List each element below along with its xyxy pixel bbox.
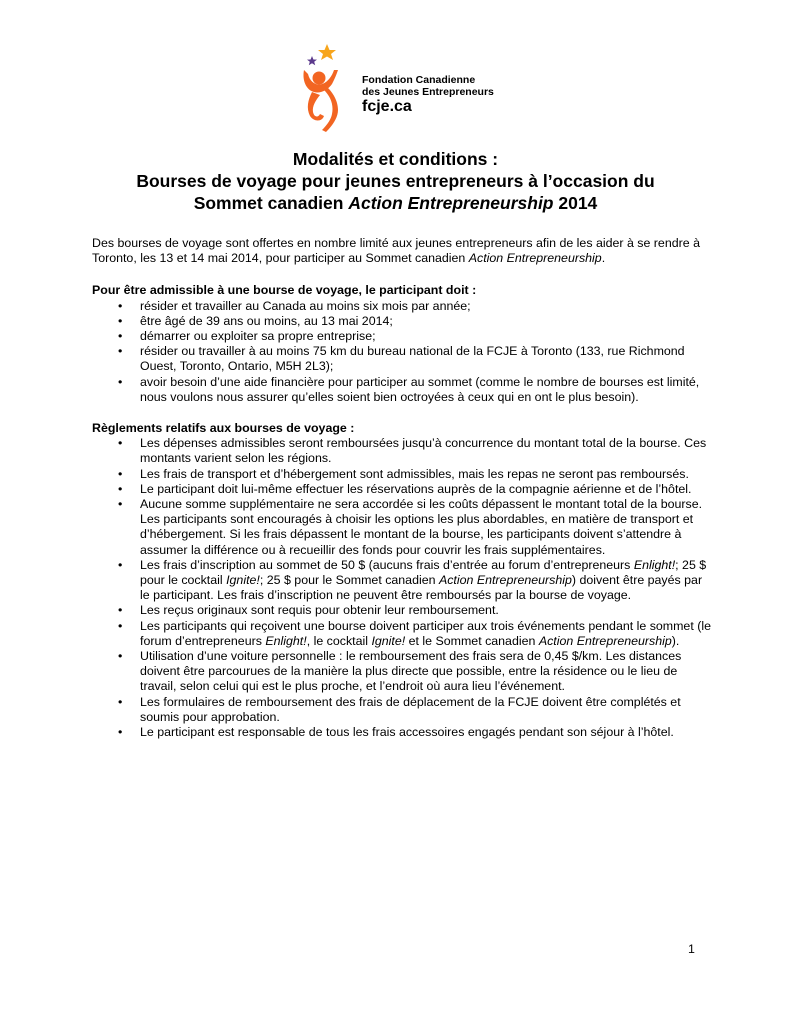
eligibility-list — [92, 299, 712, 405]
rules-item5-b: Enlight! — [633, 557, 676, 572]
logo-org-line1: Fondation Canadienne — [362, 74, 476, 86]
list-item: • Les formulaires de remboursement des frais de déplacement de la FCJE doivent être complétés et soumis pour approbation. — [92, 695, 712, 725]
rules-item7-e: et le Sommet canadien — [405, 633, 539, 648]
list-item: • Utilisation d’une voiture personnelle : le remboursement des frais sera de 0,45 $/km. Les distances doivent être parcourues de la manière la plus directe que possible, entre la résidence ou le lieu de travail, selon celui qui est le plus proche, et l’endroit où aura lieu l’événement. — [92, 649, 712, 695]
rules-item5-d: Ignite! — [226, 573, 260, 588]
rules-item7-d: Ignite! — [371, 633, 406, 648]
title-line3-post: 2014 — [553, 193, 598, 213]
rules-list — [92, 436, 712, 740]
list-item: • Les frais de transport et d’hébergement sont admissibles, mais les repas ne seront pas remboursés. — [92, 467, 712, 482]
list-item: • Le participant est responsable de tous les frais accessoires engagés pendant son séjour à l’hôtel. — [92, 725, 712, 740]
list-item: • Aucune somme supplémentaire ne sera accordée si les coûts dépassent le montant total de la bourse. Les participants sont encouragés à choisir les options les plus abordables, en matière de transport et d’hébergement. Si les frais dépassent le montant de la bourse, les participants doivent s’attendre à assumer la différence ou à recueillir des fonds pour couvrir les frais supplémentaires. — [92, 497, 712, 558]
rules-heading: Règlements relatifs aux bourses de voyage : — [92, 421, 355, 436]
title-line1: Modalités et conditions : — [292, 149, 499, 169]
rules-item5-f: Action Entrepreneurship — [438, 573, 572, 588]
list-item: • démarrer ou exploiter sa propre entreprise; — [92, 329, 712, 344]
list-item: • Le participant doit lui-même effectuer les réservations auprès de la compagnie aérienne et de l’hôtel. — [92, 482, 712, 497]
rules-item7-a: Les participants qui reçoivent une bourse doivent participer aux trois événements pendant le sommet (le forum d’entrepreneurs — [140, 618, 711, 648]
list-item: • Les dépenses admissibles seront remboursées jusqu’à concurrence du montant total de la bourse. Ces montants varient selon les régions. — [92, 436, 712, 466]
logo-domain: fcje.ca — [362, 98, 412, 115]
list-item: • avoir besoin d’une aide financière pour participer au sommet (comme le nombre de bourses est limité, nous voulons nous assurer qu’elles soient bien octroyées à ceux qui en ont le plus besoin). — [92, 375, 712, 405]
list-item: • résider ou travailler à au moins 75 km du bureau national de la FCJE à Toronto (133, rue Richmond Ouest, Toronto, Ontario, M5H 2L3); — [92, 344, 712, 374]
title-line3 — [60, 192, 731, 214]
logo-org-name — [362, 74, 494, 98]
logo-org-line2: des Jeunes Entrepreneurs — [362, 86, 494, 98]
intro-em: Action Entrepreneurship — [468, 251, 602, 266]
rules-item7-c: , le cocktail — [306, 633, 372, 648]
list-item: • Les reçus originaux sont requis pour obtenir leur remboursement. — [92, 603, 712, 618]
rules-item5-e: ; 25 $ pour le Sommet canadien — [259, 573, 439, 588]
list-item: • être âgé de 39 ans ou moins, au 13 mai 2014; — [92, 314, 712, 329]
logo — [300, 40, 520, 136]
rules-item7-f: Action Entrepreneurship — [538, 633, 672, 648]
list-item — [92, 558, 712, 604]
rules-item5-c: ; 25 $ pour le cocktail — [140, 557, 707, 588]
intro-text: Des bourses de voyage sont offertes en nombre limité aux jeunes entrepreneurs afin de les aider à se rendre à Toronto, les 13 et 14 mai 2014, pour participer au Sommet canadien — [92, 236, 700, 266]
rules-item5-g: ) doivent être payés par le participant. Les frais d’inscription ne peuvent être remboursés par la bourse de voyage. — [140, 573, 703, 603]
intro-end: . — [601, 251, 606, 266]
title-line2: Bourses de voyage pour jeunes entrepreneurs à l’occasion du — [136, 171, 655, 191]
list-item — [92, 619, 712, 649]
rules-item5-a: Les frais d’inscription au sommet de 50 $ (aucuns frais d’entrée au forum d’entrepreneurs — [140, 557, 634, 572]
rules-item7-g: ). — [671, 633, 680, 648]
logo-figure-icon — [300, 40, 362, 136]
title-line3-pre: Sommet canadien — [193, 193, 349, 213]
rules-item7-b: Enlight! — [265, 633, 307, 648]
list-item: • résider et travailler au Canada au moins six mois par année; — [92, 299, 712, 314]
document-body — [92, 236, 712, 756]
eligibility-heading: Pour être admissible à une bourse de voyage, le participant doit : — [92, 283, 477, 298]
intro-paragraph — [92, 236, 712, 266]
title-line3-em: Action Entrepreneurship — [348, 193, 554, 213]
page-title — [60, 148, 731, 214]
page-number: 1 — [688, 942, 695, 956]
